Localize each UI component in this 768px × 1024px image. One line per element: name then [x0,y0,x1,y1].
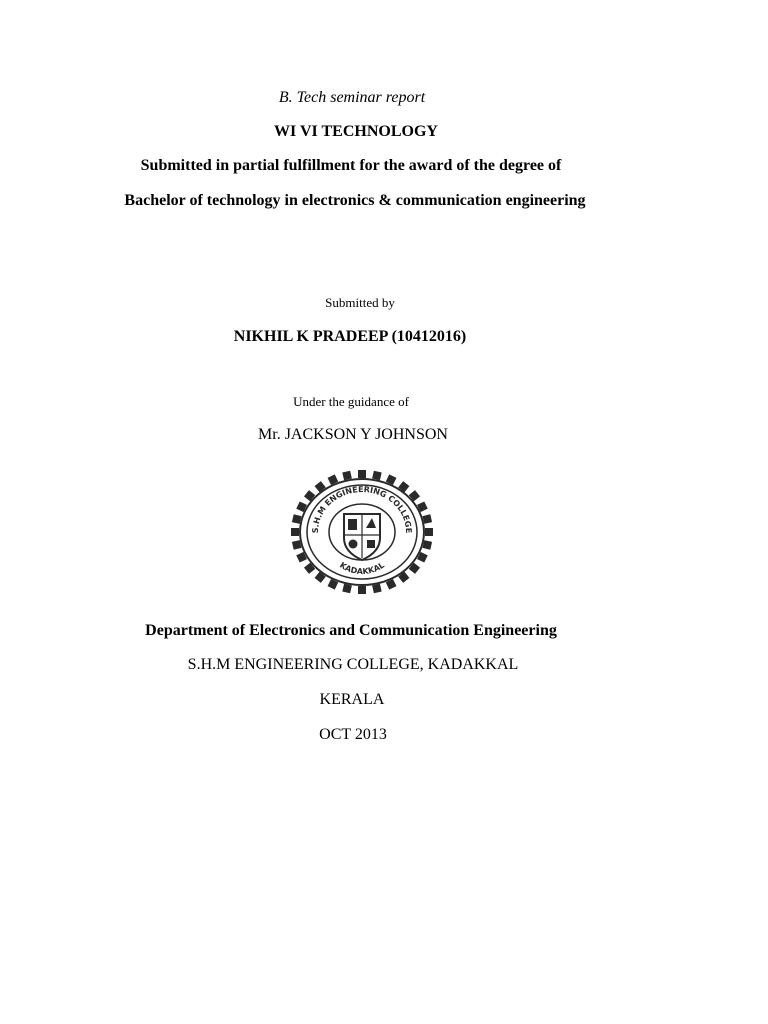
submitted-by-label: Submitted by [325,295,395,310]
college-logo [288,468,436,596]
submission-statement-line-1: Submitted in partial fulfillment for the award of the degree of [140,157,562,174]
guide-name: Mr. JACKSON Y JOHNSON [258,426,448,443]
college-name: S.H.M ENGINEERING COLLEGE, KADAKKAL [187,656,519,673]
report-date: OCT 2013 [319,726,387,743]
logo-gear-tooth [291,528,299,536]
guidance-label: Under the guidance of [293,394,409,409]
report-title: WI VI TECHNOLOGY [274,123,438,140]
logo-ring-text-top: S.H.M ENGINEERING COLLEGE [310,484,414,534]
department-name: Department of Electronics and Communication Engineering [145,622,557,639]
logo-gear-tooth [358,586,366,594]
report-type: B. Tech seminar report [278,89,426,106]
logo-gear-tooth [425,528,433,536]
submission-statement-line-2: Bachelor of technology in electronics & communication engineering [124,192,586,209]
state-name: KERALA [319,691,385,708]
logo-ring-text-bottom: KADAKKAL [338,560,386,577]
logo-gear-tooth [358,470,366,478]
student-name: NIKHIL K PRADEEP (10412016) [233,328,467,345]
college-seal-graphic [288,468,436,596]
